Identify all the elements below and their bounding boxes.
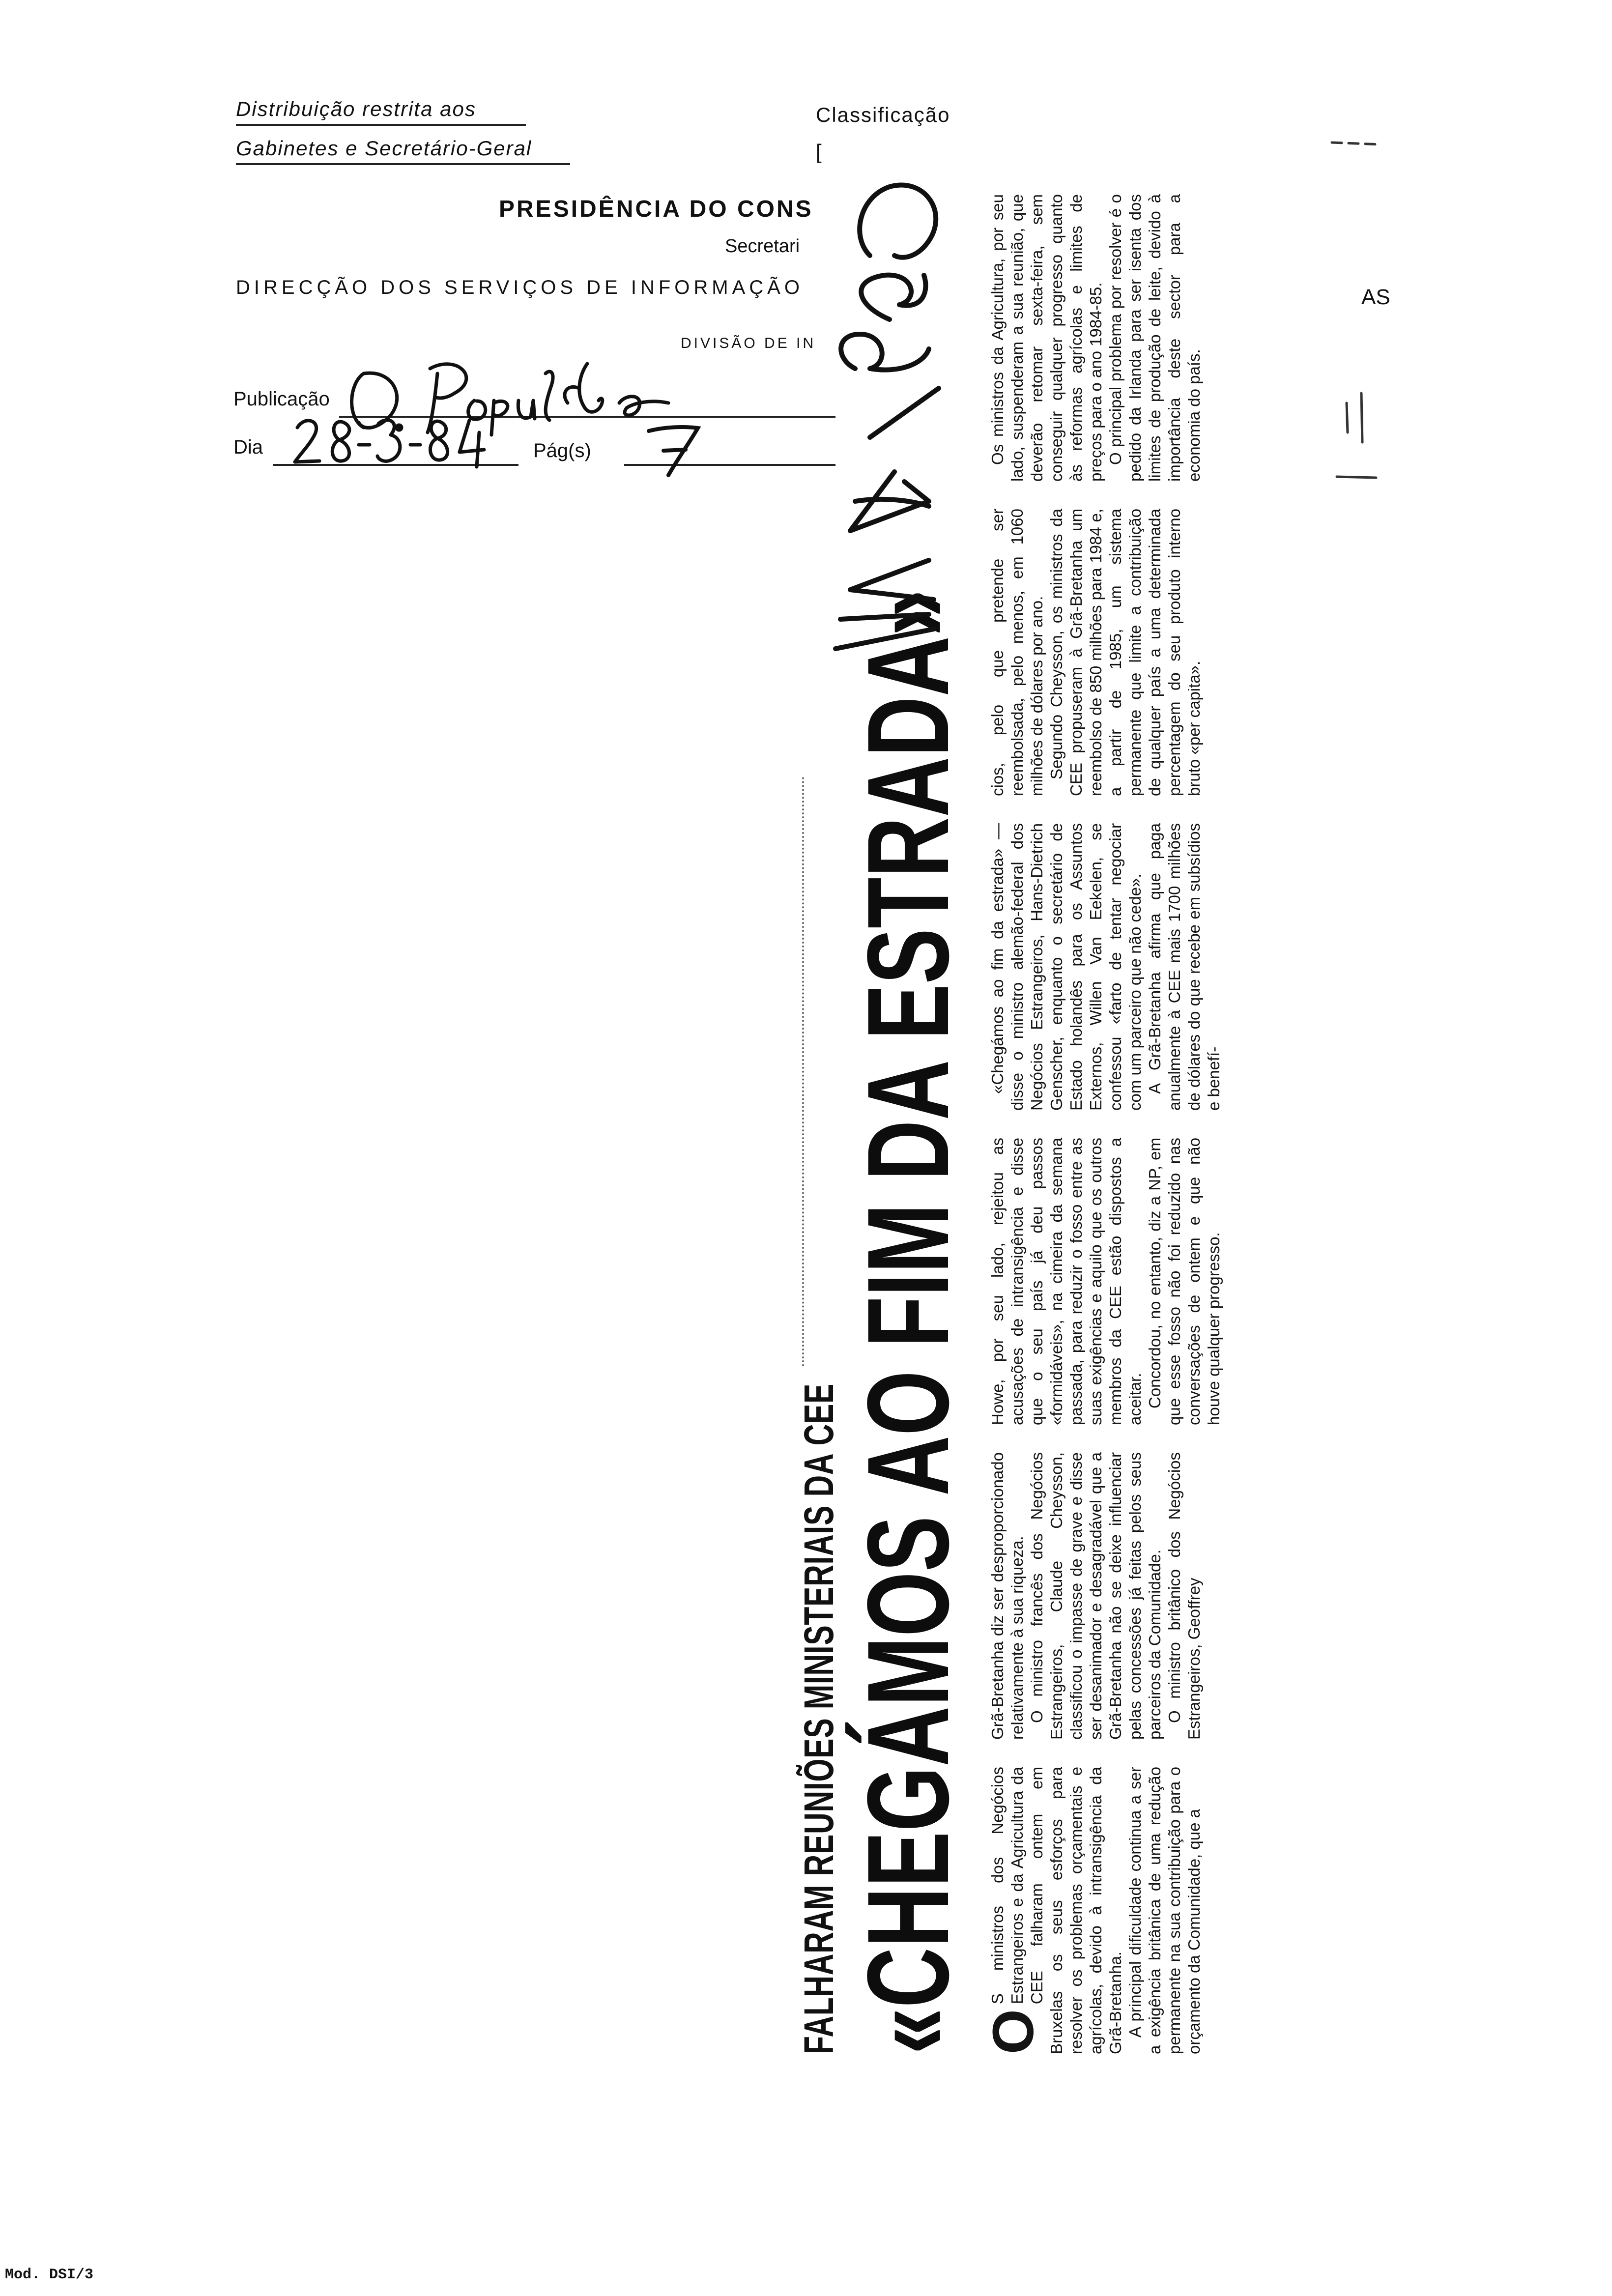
classification-value: [ — [816, 140, 822, 163]
secretariat-line: Secretari — [725, 236, 800, 257]
article-kicker: FALHARAM REUNIÕES MINISTERIAIS DA CEE — [796, 1383, 842, 2054]
distribution-line-2: Gabinetes e Secretário-Geral — [236, 137, 532, 160]
article-paragraph: «Chegámos ao fim da estrada» — disse o ministro alemão-federal dos Negócios Estrangeiros, Hans-Dietrich Genscher, enquanto o secretário de Estado holandês para os Assuntos Externos, Willen Van Eekelen, se confessou «farto de tentar negociar com um parceiro que não cede». — [988, 823, 1144, 1111]
article-paragraph: A principal dificuldade continua a ser a exigência britânica de uma redução permanente na sua contribuição para o orçamento da Comunidade, que a — [1126, 1767, 1203, 2054]
article-column-6 — [988, 194, 1204, 482]
day-handwriting — [290, 413, 521, 472]
article-paragraph: O ministro britânico dos Negócios Estrangeiros, Geoffrey — [1165, 1452, 1203, 1740]
directorate-line: DIRECÇÃO DOS SERVIÇOS DE INFORMAÇÃO — [236, 277, 804, 298]
form-code: Mod. DSI/3 — [5, 2267, 94, 2283]
article-paragraph: cios, pelo que pretende ser reembolsada, pelo menos, em 1060 milhões de dólares por ano. — [988, 509, 1046, 796]
distribution-line-1: Distribuição restrita aos — [236, 97, 476, 120]
article-column-4 — [988, 823, 1224, 1111]
day-label: Dia — [233, 436, 263, 458]
article-column-2 — [988, 1452, 1204, 1740]
article-column-5 — [988, 509, 1204, 796]
distribution-underline-2 — [236, 163, 570, 165]
classification-label: Classificação — [816, 103, 950, 126]
article-paragraph: O principal problema por resolver é o pedido da Irlanda para ser isenta dos limites de produção de leite, devido à importância deste sector para a economia do país. — [1106, 194, 1203, 482]
article-paragraph: Concordou, no entanto, diz a NP, em que esse fosso não foi reduzido nas conversações de ontem e que não houve qualquer progresso. — [1146, 1138, 1223, 1425]
article-paragraph: O ministro francês dos Negócios Estrangeiros, Claude Cheysson, classificou o impasse de grave e disse ser desanimador e desagradável que a Grã-Bretanha não se deixe influenciar pelas concessões já feitas pelos seus parceiros da Comunidade. — [1028, 1452, 1164, 1740]
article-paragraph: Segundo Cheysson, os ministros da CEE propuseram à Grã-Bretanha um reembolso de 850 milhões para 1984 e, a partir de 1985, um sistema permanente que limite a contribuição de qualquer país a uma determinada percentagem do seu produto interno bruto «per capita». — [1047, 509, 1203, 796]
article-column-3 — [988, 1138, 1224, 1425]
distribution-underline-1 — [236, 124, 526, 126]
article-headline: «CHEGÁMOS AO FIM DA ESTRADA» — [843, 589, 973, 2054]
article-paragraph: A Grã-Bretanha afirma que paga anualmente à CEE mais 1700 milhões de dólares do que recebe em subsídios e benefí- — [1146, 823, 1223, 1111]
margin-mark: AS — [1361, 285, 1390, 309]
drop-cap: O — [981, 2009, 1046, 2054]
handwritten-reference-mark — [806, 157, 963, 668]
article-paragraph: Grã-Bretanha diz ser desproporcionado relativamente à sua riqueza. — [988, 1452, 1026, 1740]
pages-label: Pág(s) — [533, 440, 591, 461]
division-line: DIVISÃO DE IN — [681, 335, 816, 351]
article-column-1 — [981, 1767, 1204, 2054]
article-paragraph: O S ministros dos Negócios Estrangeiros e da Agricultura da CEE falharam ontem em Bruxelas os seus esforços para resolver os problemas orçamentais e agrícolas, devido à intransigência da Grã-Bretanha. — [981, 1767, 1124, 2054]
article-paragraph: Howe, por seu lado, rejeitou as acusações de intransigência e disse que o seu país já deu passos «formidáveis», na cimeira da semana passada, para reduzir o fosso entre as suas exigências e aquilo que os outros membros da CEE estão dispostos a aceitar. — [988, 1138, 1144, 1425]
office-title: PRESIDÊNCIA DO CONS — [499, 196, 813, 222]
margin-tick-marks — [1327, 138, 1386, 491]
pages-handwriting — [644, 420, 708, 479]
article-paragraph: Os ministros da Agricultura, por seu lado, suspenderam a sua reunião, que deverão retomar sexta-feira, sem conseguir qualquer progresso quanto às reformas agrícolas e limites de preços para o ano 1984-85. — [988, 194, 1105, 482]
publication-label: Publicação — [233, 388, 330, 410]
